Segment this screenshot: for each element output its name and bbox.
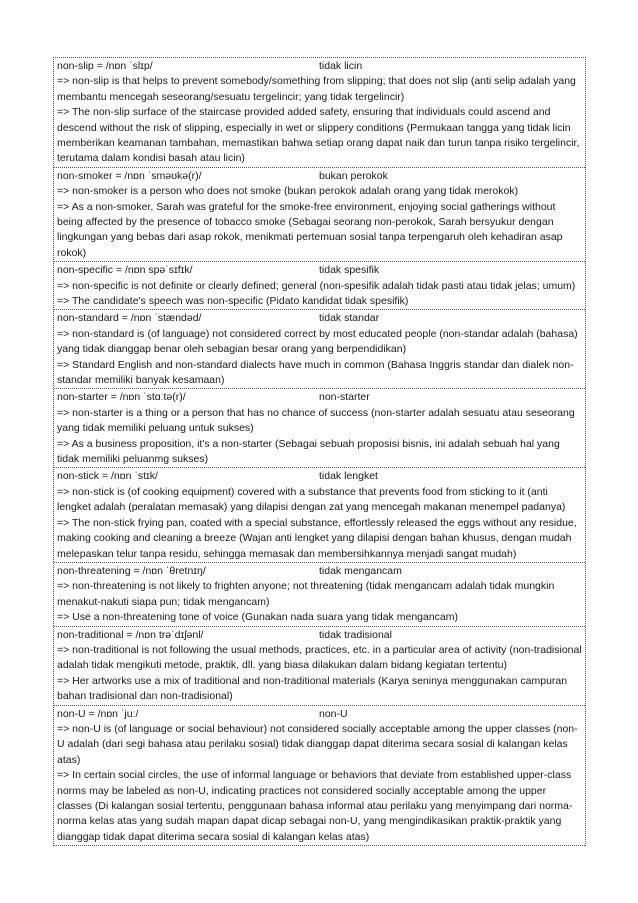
term-example: => Standard English and non-standard dialects have much in common (Bahasa Inggris standar dan dialek non-standar memiliki banyak kesamaan) <box>57 358 574 387</box>
term-translation: tidak mengancam <box>319 564 402 577</box>
term-pronunciation: non-starter = /nɒn ˈstɑːtə(r)/ <box>57 391 186 404</box>
term-example: => Use a non-threatening tone of voice (Gunakan nada suara yang tidak mengancam) <box>57 611 459 624</box>
term-example: => As a business proposition, it's a non-starter (Sebagai sebuah proposisi bisnis, ini adalah sebuah hal yang tidak memiliki peluanmg sukses) <box>57 437 560 466</box>
vocabulary-entry <box>54 389 585 468</box>
term-translation: tidak spesifik <box>319 264 380 277</box>
term-definition: => non-U is (of language or social behaviour) not considered socially acceptable among the upper classes (non-U adalah (dari segi bahasa atau perilaku sosial) tidak dianggap dapat diterima secara sosial di kalangan kelas atas) <box>57 722 578 766</box>
entry-header <box>57 263 583 278</box>
vocabulary-entry <box>54 706 585 847</box>
term-pronunciation: non-traditional = /nɒn trəˈdɪʃənl/ <box>57 628 204 641</box>
term-translation: non-U <box>319 707 348 720</box>
entry-header <box>57 707 583 722</box>
term-definition: => non-smoker is a person who does not smoke (bukan perokok adalah orang yang tidak merokok) <box>57 185 519 198</box>
vocabulary-list <box>53 57 586 846</box>
vocabulary-entry <box>54 58 585 168</box>
term-translation: tidak tradisional <box>319 628 392 641</box>
entry-header <box>57 628 583 643</box>
vocabulary-entry <box>54 168 585 262</box>
term-definition: => non-traditional is not following the usual methods, practices, etc. in a particular area of activity (non-tradisional adalah tidak mengikuti metode, praktik, dll. yang biasa dilakukan dalam bidang kegiatan tertentu) <box>57 643 582 672</box>
vocabulary-entry <box>54 563 585 627</box>
vocabulary-entry <box>54 468 585 562</box>
term-translation: tidak licin <box>319 60 363 72</box>
term-definition: => non-slip is that helps to prevent somebody/something from slipping; that does not slip (anti selip adalah yang membantu mencegah seseorang/sesuatu tergelincir; yang tidak tergelincir) <box>57 75 576 103</box>
entry-header <box>57 564 583 579</box>
term-example: => The non-stick frying pan, coated with a special substance, effortlessly released the eggs without any residue, making cooking and cleaning a breeze (Wajan anti lengket yang dilapisi dengan bahan khusus, dengan mudah melepaskan telur tanpa residu, sehingga memasak dan membersihkannya menjadi sangat mudah) <box>57 516 577 560</box>
term-translation: tidak lengket <box>319 470 378 483</box>
entry-header <box>57 59 583 74</box>
term-translation: non-starter <box>319 391 370 404</box>
entry-header <box>57 311 583 326</box>
vocabulary-entry <box>54 262 585 310</box>
term-pronunciation: non-standard = /nɒn ˈstændəd/ <box>57 312 202 325</box>
term-definition: => non-threatening is not likely to frighten anyone; not threatening (tidak mengancam adalah tidak mungkin menakut-nakuti siapa pun; tidak mengancam) <box>57 580 555 608</box>
term-translation: bukan perokok <box>319 169 388 182</box>
term-pronunciation: non-smoker = /nɒn ˈsməʊkə(r)/ <box>57 169 202 182</box>
term-example: => Her artworks use a mix of traditional and non-traditional materials (Karya seninya menggunakan campuran bahan tradisional dan non-tradisional) <box>57 674 568 703</box>
term-translation: tidak standar <box>319 312 380 325</box>
term-example: => The candidate's speech was non-specific (Pidato kandidat tidak spesifik) <box>57 295 409 308</box>
entry-header <box>57 390 583 405</box>
term-pronunciation: non-specific = /nɒn spəˈsɪfɪk/ <box>57 264 193 277</box>
term-definition: => non-standard is (of language) not considered correct by most educated people (non-standar adalah (bahasa) yang tidak dianggap benar oleh sebagian besar orang yang berpendidikan) <box>57 327 578 356</box>
term-example: => As a non-smoker, Sarah was grateful for the smoke-free environment, enjoying social gatherings without being affected by the presence of tobacco smoke (Sebagai seorang non-perokok, Sarah bersyukur dengan lingkungan yang bebas dari asap rokok, menikmati pertemuan sosial tanpa terpengaruh oleh kehadiran asap rokok) <box>57 200 563 259</box>
vocabulary-entry <box>54 627 585 706</box>
term-pronunciation: non-slip = /nɒn ˈslɪp/ <box>57 60 153 72</box>
term-example: => The non-slip surface of the staircase provided added safety, ensuring that individuals could ascend and descend without the risk of slipping, especially in wet or slippery conditions (Permukaan tangga yang tidak licin memberikan keamanan tambahan, memastikan bahwa setiap orang dapat naik dan turun tanpa risiko tergelincir, terutama dalam kondisi basah atau licin) <box>57 106 580 165</box>
term-definition: => non-starter is a thing or a person that has no chance of success (non-starter adalah sesuatu atau seseorang yang tidak memiliki peluang untuk sukses) <box>57 406 575 435</box>
term-pronunciation: non-threatening = /nɒn ˈθretnɪŋ/ <box>57 564 206 577</box>
term-pronunciation: non-U = /nɒn ˈjuː/ <box>57 707 139 720</box>
vocabulary-entry <box>54 310 585 389</box>
term-definition: => non-specific is not definite or clearly defined; general (non-spesifik adalah tidak pasti atau tidak jelas; umum) <box>57 279 576 292</box>
term-pronunciation: non-stick = /nɒn ˈstɪk/ <box>57 470 158 483</box>
term-definition: => non-stick is (of cooking equipment) covered with a substance that prevents food from sticking to it (anti lengket adalah (peralatan memasak) yang dilapisi dengan zat yang mencegah makanan menempel padanya) <box>57 485 566 514</box>
entry-header <box>57 469 583 484</box>
term-example: => In certain social circles, the use of informal language or behaviors that deviate from established upper-class norms may be labeled as non-U, indicating practices not considered socially acceptable among the upper classes (Di kalangan sosial tertentu, penggunaan bahasa informal atau perilaku yang menyimpang dari norma-norma kelas atas yang sudah mapan dapat dicap sebagai non-U, yang mengindikasikan praktik-praktik yang dianggap tidak dapat diterima secara sosial di kalangan kelas atas) <box>57 769 573 843</box>
entry-header <box>57 169 583 184</box>
